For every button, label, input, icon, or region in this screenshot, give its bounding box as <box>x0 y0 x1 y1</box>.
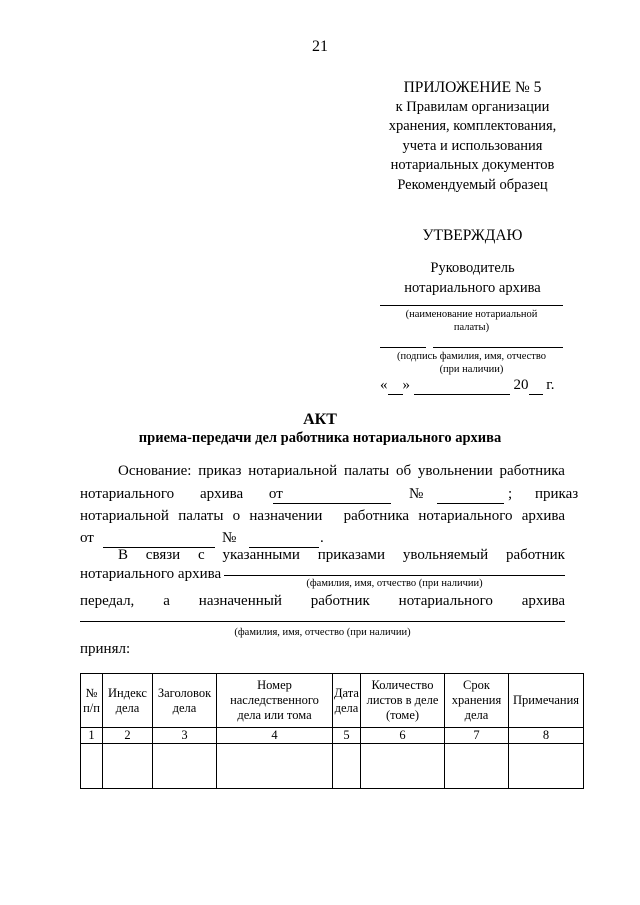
text: об <box>395 463 412 479</box>
header-text: № <box>85 685 98 700</box>
approval-heading: УТВЕРЖДАЮ <box>422 227 523 244</box>
table-cell[interactable] <box>509 744 584 789</box>
text: В <box>118 547 129 563</box>
table-cell[interactable] <box>103 744 153 789</box>
appendix-line: нотариальных документов <box>390 157 555 174</box>
header-text: дела или тома <box>237 708 312 722</box>
handover-line-1 <box>118 547 565 564</box>
date-year-prefix: 20 <box>513 377 529 393</box>
header-text: наследственного <box>230 693 319 707</box>
text: палаты <box>178 508 224 524</box>
column-number: 6 <box>361 728 445 744</box>
table-cell[interactable] <box>361 744 445 789</box>
header-text: дела <box>115 700 140 715</box>
column-number: 1 <box>81 728 103 744</box>
header-text: п/п <box>83 700 100 715</box>
header-cell-notes <box>509 674 584 728</box>
text: а <box>163 593 170 609</box>
text: назначении <box>249 508 323 524</box>
dismissal-order-number-field[interactable] <box>437 503 504 504</box>
signature-field[interactable] <box>380 347 426 348</box>
table-cell[interactable] <box>81 744 103 789</box>
text: нотариальной <box>248 463 338 479</box>
table-header-row <box>81 674 584 728</box>
text: архива <box>199 486 244 502</box>
column-number: 8 <box>509 728 584 744</box>
date-month-field[interactable] <box>414 377 510 395</box>
text: о <box>232 508 241 524</box>
column-number: 7 <box>445 728 509 744</box>
text: увольняемый <box>402 547 489 563</box>
text: архива <box>521 593 565 609</box>
text: приказ <box>198 463 242 479</box>
text: нотариального <box>418 508 513 524</box>
column-number: 4 <box>217 728 333 744</box>
header-cell-case-date <box>333 674 361 728</box>
appendix-title: ПРИЛОЖЕНИЕ № 5 <box>403 79 542 96</box>
signature-caption <box>380 350 563 376</box>
approver-position-line2: нотариального архива <box>404 279 541 296</box>
text: работник <box>505 547 565 563</box>
header-text: хранения <box>451 693 502 707</box>
header-text: дела <box>334 700 359 715</box>
date-quote-close: » <box>402 377 410 393</box>
text: № <box>222 530 237 546</box>
appendix-line: к Правилам организации <box>395 98 550 115</box>
fio-caption: (фамилия, имя, отчество (при наличии) <box>306 578 483 589</box>
header-cell-sheet-count <box>361 674 445 728</box>
text: с <box>197 547 205 563</box>
header-text: Срок <box>463 678 490 692</box>
caption-line: палаты) <box>453 322 490 333</box>
table-number-row <box>81 728 584 744</box>
table-cell[interactable] <box>445 744 509 789</box>
text: № <box>409 486 424 502</box>
header-text: листов в деле <box>366 693 439 707</box>
header-cell-case-index <box>103 674 153 728</box>
caption-line: (наименование нотариальной <box>405 309 538 320</box>
text: . <box>320 530 324 546</box>
header-text: Номер <box>257 678 292 692</box>
archive-name-field[interactable] <box>380 305 563 306</box>
date-year-field[interactable] <box>529 377 543 395</box>
table-row <box>81 744 584 789</box>
text: ; <box>508 486 513 502</box>
column-number: 5 <box>333 728 361 744</box>
act-subtitle: приема-передачи дел работника нотариального архива <box>138 430 502 446</box>
header-cell-case-title <box>153 674 217 728</box>
text: назначенный <box>198 593 282 609</box>
table-cell[interactable] <box>333 744 361 789</box>
act-title: АКТ <box>303 411 337 428</box>
text: архива <box>521 508 565 524</box>
approval-date <box>380 377 554 395</box>
sample-label: Рекомендуемый образец <box>397 177 548 193</box>
basis-line-1 <box>118 463 565 480</box>
caption-line: (подпись фамилия, имя, отчество <box>396 351 546 362</box>
approver-position <box>365 259 580 298</box>
fio-caption: (фамилия, имя, отчество (при наличии) <box>234 627 411 638</box>
text: увольнении <box>417 463 493 479</box>
text: нотариального архива <box>80 566 222 582</box>
cases-table <box>80 673 584 789</box>
header-text: Количество <box>371 678 434 692</box>
text: от <box>268 486 283 502</box>
date-day-field[interactable] <box>388 377 403 395</box>
text: указанными <box>222 547 300 563</box>
header-text: Примечания <box>512 693 580 707</box>
approver-fio-field[interactable] <box>433 347 563 348</box>
date-quote-open: « <box>380 377 388 393</box>
approver-position-line1: Руководитель <box>430 260 515 276</box>
header-text: Индекс <box>108 685 147 700</box>
column-number: 3 <box>153 728 217 744</box>
handover-line-3 <box>80 593 565 610</box>
dismissed-employee-fio-field[interactable] <box>224 575 565 576</box>
header-text: Дата <box>334 685 359 700</box>
header-text: дела <box>172 700 197 715</box>
header-cell-storage-period <box>445 674 509 728</box>
column-number: 2 <box>103 728 153 744</box>
appointed-employee-fio-field[interactable] <box>80 621 565 622</box>
text: работника <box>499 463 565 479</box>
text: приказ <box>535 486 579 502</box>
table-cell[interactable] <box>153 744 217 789</box>
header-text: (томе) <box>385 708 420 722</box>
appendix-line: хранения, комплектования, <box>388 118 557 135</box>
header-text: Заголовок <box>157 685 212 700</box>
text: нотариального <box>398 593 493 609</box>
text: нотариального <box>80 486 175 502</box>
appendix-line: учета и использования <box>402 137 543 154</box>
appendix-block <box>365 78 580 176</box>
text: Основание: <box>118 463 192 479</box>
basis-line-2-start <box>80 486 283 503</box>
date-year-suffix: г. <box>546 377 555 393</box>
header-cell-index <box>81 674 103 728</box>
text: связи <box>145 547 181 563</box>
text: приказами <box>317 547 386 563</box>
page-number: 21 <box>312 38 328 55</box>
text: передал, <box>80 593 135 609</box>
header-cell-inheritance-number <box>217 674 333 728</box>
dismissal-order-date-field[interactable] <box>273 503 391 504</box>
table-cell[interactable] <box>217 744 333 789</box>
archive-name-caption <box>380 308 563 334</box>
text: палаты <box>343 463 390 479</box>
header-text: дела <box>464 708 489 722</box>
text: от <box>80 530 94 546</box>
basis-line-3 <box>80 508 565 525</box>
text: нотариальной <box>80 508 169 524</box>
accepted-label: принял: <box>80 641 131 657</box>
text: работника <box>343 508 410 524</box>
caption-line: (при наличии) <box>439 364 504 375</box>
text: работник <box>310 593 370 609</box>
